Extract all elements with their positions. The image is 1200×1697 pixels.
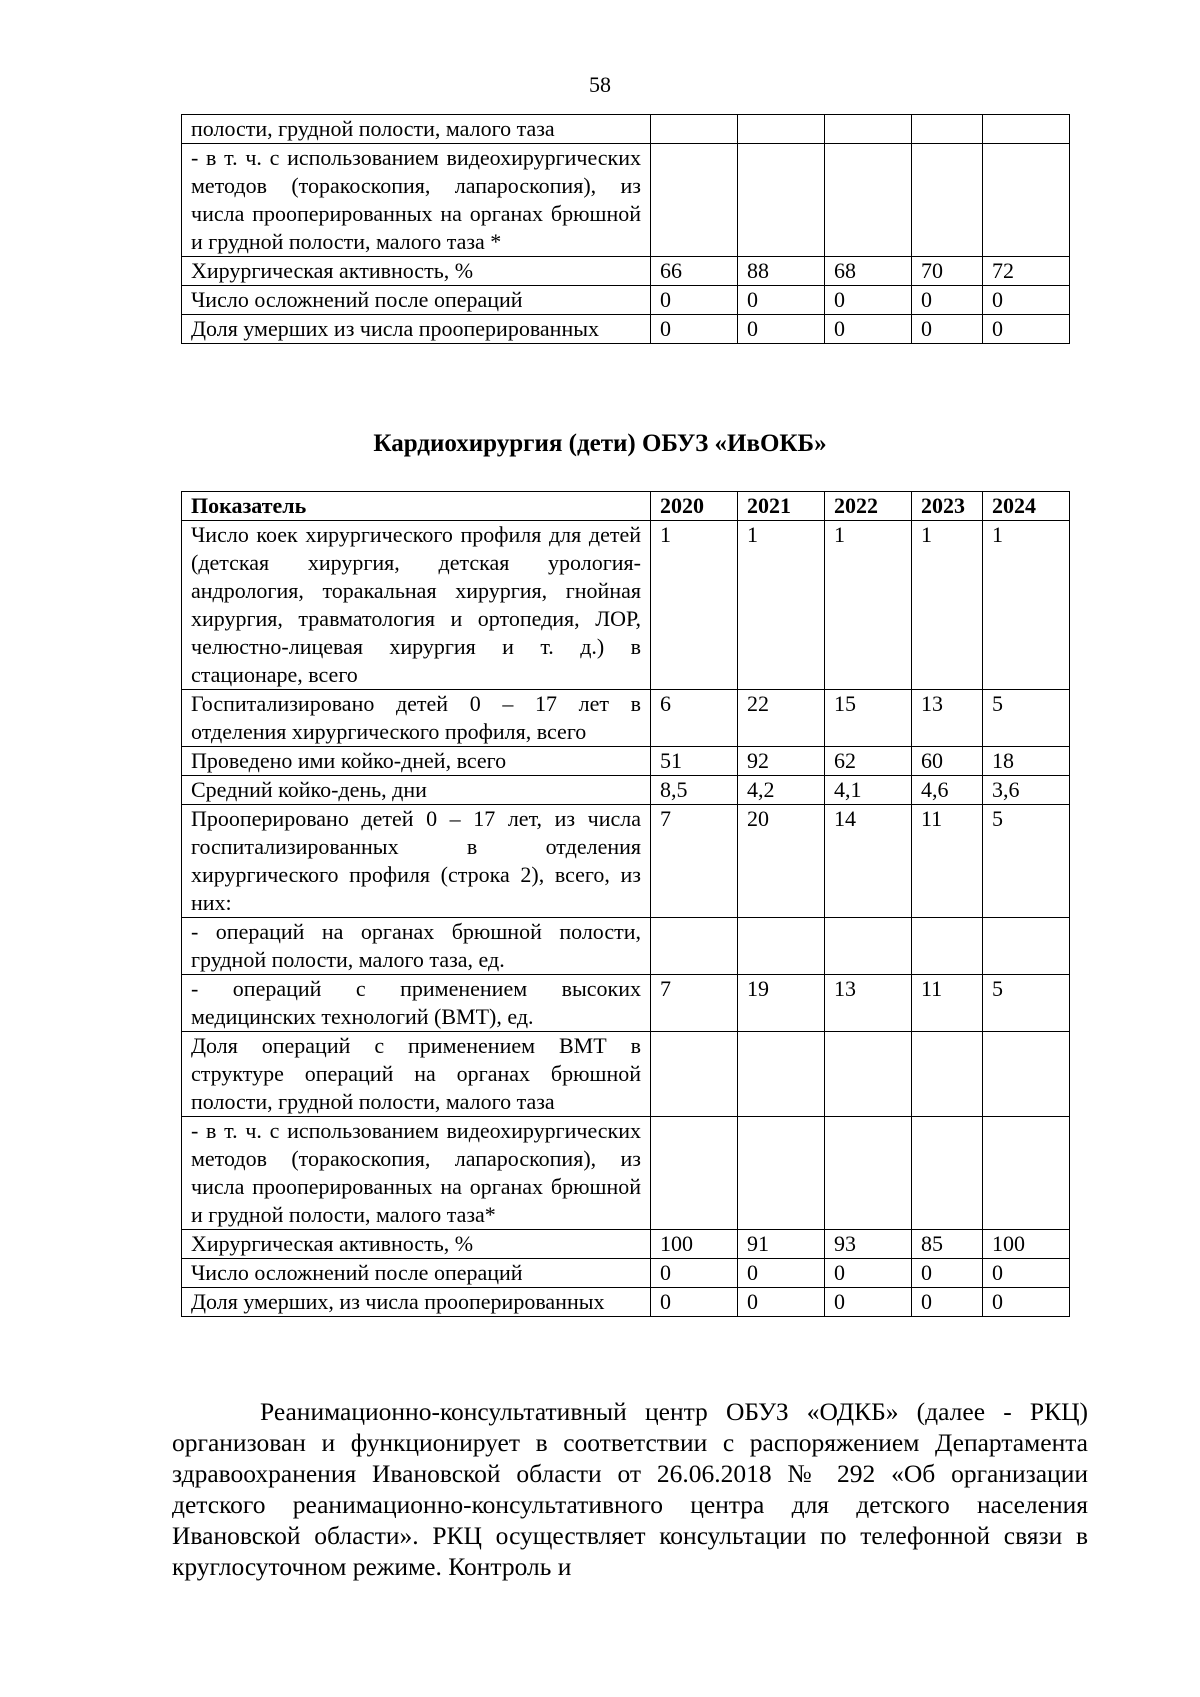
cell-2021: 4,2 — [738, 776, 825, 805]
cell-2021: 1 — [738, 521, 825, 690]
cell-2024: 5 — [983, 975, 1070, 1032]
cell-2022: 4,1 — [825, 776, 912, 805]
table-row — [182, 805, 1070, 918]
cell-2022: 13 — [825, 975, 912, 1032]
cell-2023 — [912, 918, 983, 975]
cell-2021: 0 — [738, 315, 825, 344]
cell-2023: 11 — [912, 975, 983, 1032]
cell-2021: 0 — [738, 286, 825, 315]
table-row — [182, 1259, 1070, 1288]
cell-2021: 0 — [738, 1259, 825, 1288]
cell-2023: 0 — [912, 1259, 983, 1288]
cell-2022: 0 — [825, 1288, 912, 1317]
row-label: полости, грудной полости, малого таза — [182, 115, 651, 144]
table-row — [182, 144, 1070, 257]
cell-2022: 68 — [825, 257, 912, 286]
cell-2023: 11 — [912, 805, 983, 918]
cell-2021 — [738, 1032, 825, 1117]
cell-2024: 3,6 — [983, 776, 1070, 805]
row-label: Доля умерших из числа прооперированных — [182, 315, 651, 344]
header-2023: 2023 — [912, 492, 983, 521]
cell-2023: 60 — [912, 747, 983, 776]
cell-2021: 22 — [738, 690, 825, 747]
cell-2020: 6 — [651, 690, 738, 747]
table-row — [182, 975, 1070, 1032]
cell-2022 — [825, 1032, 912, 1117]
row-label: Средний койко-день, дни — [182, 776, 651, 805]
body-paragraph: Реанимационно-консультативный центр ОБУЗ «ОДКБ» (далее - РКЦ) организован и функционирует в соответствии с распоряжением Департамента здравоохранения Ивановской области от 26.06.2018 № 292 «Об организации детского реанимационно-консультативного центра для детского населения Ивановской области». РКЦ осуществляет консультации по телефонной связи в круглосуточном режиме. Контроль и — [172, 1397, 1088, 1581]
cell-2022 — [825, 1117, 912, 1230]
header-indicator: Показатель — [182, 492, 651, 521]
table-row — [182, 776, 1070, 805]
cell-2024 — [983, 115, 1070, 144]
cell-2024: 0 — [983, 1288, 1070, 1317]
row-label: Доля умерших, из числа прооперированных — [182, 1288, 651, 1317]
row-label: Число коек хирургического профиля для детей (детская хирургия, детская урология-андрология, торакальная хирургия, гнойная хирургия, травматология и ортопедия, ЛОР, челюстно-лицевая хирургия и т. д.) в стационаре, всего — [182, 521, 651, 690]
cell-2022: 15 — [825, 690, 912, 747]
cell-2020 — [651, 144, 738, 257]
cell-2024: 5 — [983, 690, 1070, 747]
cell-2024 — [983, 918, 1070, 975]
cell-2021: 20 — [738, 805, 825, 918]
cell-2024: 18 — [983, 747, 1070, 776]
cell-2020: 8,5 — [651, 776, 738, 805]
cell-2021: 19 — [738, 975, 825, 1032]
table-header-row — [182, 492, 1070, 521]
row-label: Проведено ими койко-дней, всего — [182, 747, 651, 776]
cell-2024: 5 — [983, 805, 1070, 918]
row-label: Хирургическая активность, % — [182, 1230, 651, 1259]
cell-2022: 1 — [825, 521, 912, 690]
cell-2020: 7 — [651, 975, 738, 1032]
cell-2022: 0 — [825, 315, 912, 344]
table-row — [182, 1288, 1070, 1317]
cell-2020 — [651, 1117, 738, 1230]
table-row — [182, 1230, 1070, 1259]
cell-2024: 0 — [983, 315, 1070, 344]
cell-2023: 85 — [912, 1230, 983, 1259]
cell-2022 — [825, 115, 912, 144]
cell-2022: 0 — [825, 286, 912, 315]
table-row — [182, 747, 1070, 776]
row-label: - в т. ч. с использованием видеохирургических методов (торакоскопия, лапароскопия), из числа прооперированных на органах брюшной и грудной полости, малого таза * — [182, 144, 651, 257]
table-row — [182, 115, 1070, 144]
cell-2022: 62 — [825, 747, 912, 776]
cell-2024: 100 — [983, 1230, 1070, 1259]
cell-2020: 100 — [651, 1230, 738, 1259]
row-label: Прооперировано детей 0 – 17 лет, из числа госпитализированных в отделения хирургического профиля (строка 2), всего, из них: — [182, 805, 651, 918]
cell-2020: 0 — [651, 315, 738, 344]
cell-2023 — [912, 1117, 983, 1230]
table-row — [182, 918, 1070, 975]
cell-2024 — [983, 1032, 1070, 1117]
section-title: Кардиохирургия (дети) ОБУЗ «ИвОКБ» — [373, 430, 827, 457]
row-label: Число осложнений после операций — [182, 1259, 651, 1288]
cell-2023 — [912, 115, 983, 144]
row-label: Число осложнений после операций — [182, 286, 651, 315]
row-label: - операций на органах брюшной полости, грудной полости, малого таза, ед. — [182, 918, 651, 975]
cell-2023: 4,6 — [912, 776, 983, 805]
cell-2021: 91 — [738, 1230, 825, 1259]
table-row — [182, 521, 1070, 690]
row-label: Хирургическая активность, % — [182, 257, 651, 286]
cell-2023: 0 — [912, 315, 983, 344]
table-row — [182, 1032, 1070, 1117]
cell-2020: 0 — [651, 286, 738, 315]
table-row — [182, 286, 1070, 315]
cell-2023 — [912, 1032, 983, 1117]
header-2020: 2020 — [651, 492, 738, 521]
cell-2022: 14 — [825, 805, 912, 918]
cell-2020: 0 — [651, 1259, 738, 1288]
cell-2022 — [825, 144, 912, 257]
cell-2023: 0 — [912, 1288, 983, 1317]
cell-2020: 7 — [651, 805, 738, 918]
cell-2021: 0 — [738, 1288, 825, 1317]
cell-2023: 1 — [912, 521, 983, 690]
cell-2020: 51 — [651, 747, 738, 776]
cell-2021 — [738, 115, 825, 144]
cardiac-surgery-table — [181, 491, 1070, 1317]
table-row — [182, 257, 1070, 286]
cell-2021 — [738, 144, 825, 257]
row-label: Госпитализировано детей 0 – 17 лет в отделения хирургического профиля, всего — [182, 690, 651, 747]
cell-2021: 88 — [738, 257, 825, 286]
cell-2020: 1 — [651, 521, 738, 690]
table-row — [182, 1117, 1070, 1230]
cell-2023: 13 — [912, 690, 983, 747]
cell-2020 — [651, 918, 738, 975]
cell-2023: 0 — [912, 286, 983, 315]
cell-2022 — [825, 918, 912, 975]
cell-2021 — [738, 1117, 825, 1230]
cell-2024: 0 — [983, 286, 1070, 315]
cell-2024 — [983, 1117, 1070, 1230]
cell-2024: 1 — [983, 521, 1070, 690]
cell-2023: 70 — [912, 257, 983, 286]
row-label: Доля операций с применением ВМТ в структуре операций на органах брюшной полости, грудной полости, малого таза — [182, 1032, 651, 1117]
cell-2021 — [738, 918, 825, 975]
cell-2024: 0 — [983, 1259, 1070, 1288]
table-row — [182, 690, 1070, 747]
header-2024: 2024 — [983, 492, 1070, 521]
cell-2020: 0 — [651, 1288, 738, 1317]
cell-2024 — [983, 144, 1070, 257]
cell-2020: 66 — [651, 257, 738, 286]
cell-2023 — [912, 144, 983, 257]
row-label: - в т. ч. с использованием видеохирургических методов (торакоскопия, лапароскопия), из числа прооперированных на органах брюшной и грудной полости, малого таза* — [182, 1117, 651, 1230]
cell-2022: 93 — [825, 1230, 912, 1259]
header-2021: 2021 — [738, 492, 825, 521]
row-label: - операций с применением высоких медицинских технологий (ВМТ), ед. — [182, 975, 651, 1032]
header-2022: 2022 — [825, 492, 912, 521]
cell-2021: 92 — [738, 747, 825, 776]
table-row — [182, 315, 1070, 344]
page-number: 58 — [589, 72, 611, 97]
cell-2020 — [651, 1032, 738, 1117]
surgery-table-continuation — [181, 114, 1070, 344]
cell-2020 — [651, 115, 738, 144]
cell-2024: 72 — [983, 257, 1070, 286]
cell-2022: 0 — [825, 1259, 912, 1288]
